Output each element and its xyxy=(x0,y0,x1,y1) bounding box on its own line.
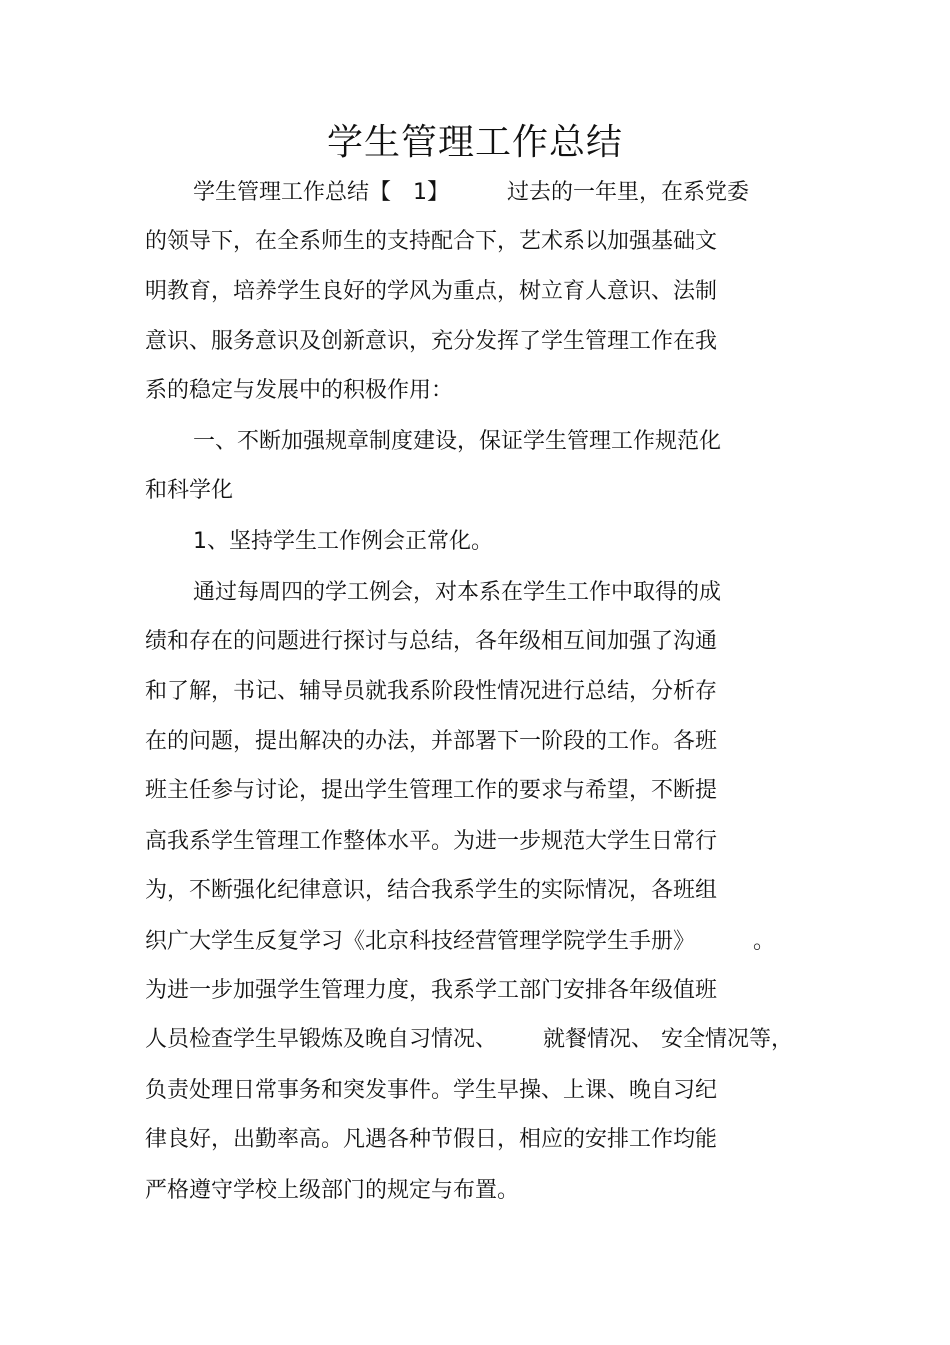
paragraph-line: 一、不断加强规章制度建设，保证学生管理工作规范化 xyxy=(193,429,722,454)
text-segment: 过去的一年里，在系党委 xyxy=(507,180,750,205)
paragraph-line: 和科学化 xyxy=(145,478,234,503)
paragraph-line: 和了解，书记、辅导员就我系阶段性情况进行总结，分析存 xyxy=(145,679,718,704)
paragraph-line: 绩和存在的问题进行探讨与总结，各年级相互间加强了沟通 xyxy=(145,629,718,654)
paragraph-line: 律良好，出勤率高。凡遇各种节假日，相应的安排工作均能 xyxy=(145,1127,718,1152)
paragraph-line: 明教育，培养学生良好的学风为重点，树立育人意识、法制 xyxy=(145,279,718,304)
document-title: 学生管理工作总结 xyxy=(326,122,623,163)
text-segment: 学生管理工作总结【 xyxy=(193,180,392,205)
paragraph-line: 的领导下，在全系师生的支持配合下，艺术系以加强基础文 xyxy=(145,229,718,254)
paragraph-line: 严格遵守学校上级部门的规定与布置。 xyxy=(145,1178,520,1203)
paragraph-line xyxy=(193,178,749,208)
text-segment: 人员检查学生早锻炼及晚自习情况、 xyxy=(145,1027,498,1052)
paragraph-line xyxy=(145,927,775,957)
text-segment: 。 xyxy=(753,929,776,954)
paragraph-line: 通过每周四的学工例会，对本系在学生工作中取得的成 xyxy=(193,580,722,605)
paragraph-line: 高我系学生管理工作整体水平。为进一步规范大学生日常行 xyxy=(145,829,718,854)
paragraph-line: 为进一步加强学生管理力度，我系学工部门安排各年级值班 xyxy=(145,978,718,1003)
text-segment: 1】 xyxy=(413,180,450,205)
paragraph-line: 班主任参与讨论，提出学生管理工作的要求与希望，不断提 xyxy=(145,778,718,803)
paragraph-line: 意识、服务意识及创新意识，充分发挥了学生管理工作在我 xyxy=(145,329,718,354)
paragraph-line: 1、坚持学生工作例会正常化。 xyxy=(193,529,493,554)
paragraph-line: 系的稳定与发展中的积极作用： xyxy=(145,378,454,403)
paragraph-line: 在的问题，提出解决的办法，并部署下一阶段的工作。各班 xyxy=(145,729,718,754)
paragraph-line xyxy=(145,1025,793,1055)
text-segment: 安全情况等， xyxy=(661,1027,794,1052)
paragraph-line: 负责处理日常事务和突发事件。学生早操、上课、晚自习纪 xyxy=(145,1078,718,1103)
paragraph-line: 为，不断强化纪律意识，结合我系学生的实际情况，各班组 xyxy=(145,878,718,903)
text-segment: 织广大学生反复学习《北京科技经营管理学院学生手册》 xyxy=(145,929,696,954)
text-segment: 就餐情况、 xyxy=(543,1027,654,1052)
